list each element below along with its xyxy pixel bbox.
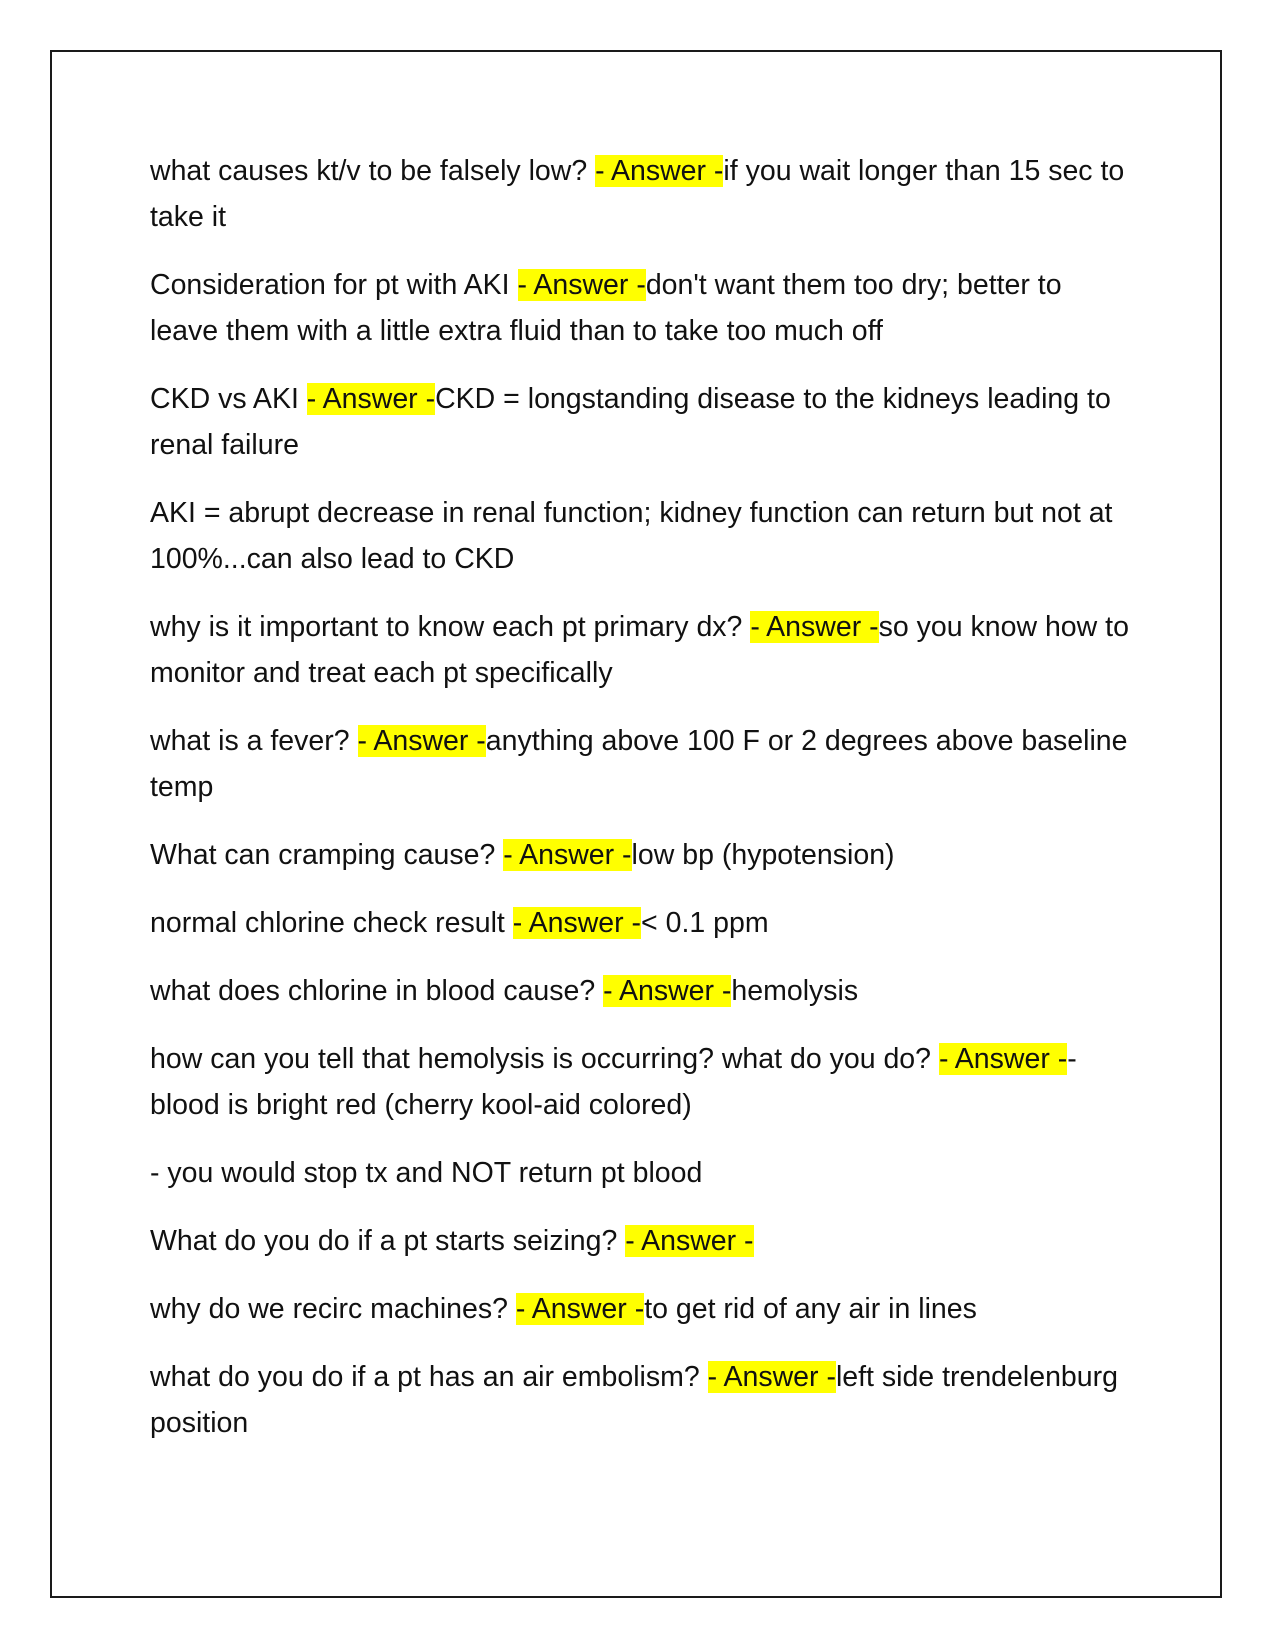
answer-marker: - Answer -	[603, 975, 732, 1007]
qa-item	[150, 968, 1130, 1014]
qa-item	[150, 376, 1130, 468]
qa-item	[150, 832, 1130, 878]
question-text: why is it important to know each pt primary dx?	[150, 611, 751, 643]
qa-item	[150, 718, 1130, 810]
question-text: What can cramping cause?	[150, 839, 504, 871]
question-text: Consideration for pt with AKI	[150, 269, 518, 301]
answer-marker: - Answer -	[625, 1225, 754, 1257]
question-text: what causes kt/v to be falsely low?	[150, 155, 596, 187]
answer-marker: - Answer -	[595, 155, 724, 187]
answer-text: left side trendelenburg position	[150, 1361, 1118, 1439]
answer-marker: - Answer -	[707, 1361, 836, 1393]
question-text: CKD vs AKI	[150, 383, 307, 415]
question-text: how can you tell that hemolysis is occurring? what do you do?	[150, 1043, 939, 1075]
answer-text: low bp (hypotension)	[631, 839, 895, 871]
answer-text: CKD = longstanding disease to the kidneys leading to renal failure	[150, 383, 1111, 461]
continuation-paragraph: AKI = abrupt decrease in renal function; kidney function can return but not at 100%...can also lead to CKD	[150, 497, 1113, 575]
question-text: What do you do if a pt starts seizing?	[150, 1225, 626, 1257]
answer-marker: - Answer -	[750, 611, 879, 643]
answer-text: hemolysis	[731, 975, 859, 1007]
question-text: why do we recirc machines?	[150, 1293, 516, 1325]
question-text: what do you do if a pt has an air embolism?	[150, 1361, 708, 1393]
answer-marker: - Answer -	[938, 1043, 1068, 1075]
answer-text: anything above 100 F or 2 degrees above baseline temp	[150, 725, 1128, 803]
answer-marker: - Answer -	[503, 839, 632, 871]
answer-text: -blood is bright red (cherry kool-aid colored)	[150, 1043, 1077, 1121]
answer-marker: - Answer -	[512, 907, 642, 939]
qa-item	[150, 1354, 1130, 1446]
question-text: normal chlorine check result	[150, 907, 513, 939]
question-text: what does chlorine in blood cause?	[150, 975, 604, 1007]
qa-item	[150, 604, 1130, 696]
qa-item	[150, 262, 1130, 354]
document-body	[150, 148, 1130, 1468]
answer-text: if you wait longer than 15 sec to take it	[150, 155, 1125, 233]
qa-item	[150, 900, 1130, 946]
qa-item	[150, 1286, 1130, 1332]
qa-item	[150, 1036, 1130, 1128]
answer-marker: - Answer -	[515, 1293, 645, 1325]
continuation-paragraph: - you would stop tx and NOT return pt blood	[150, 1157, 703, 1189]
answer-text: so you know how to monitor and treat each pt specifically	[150, 611, 1129, 689]
answer-marker: - Answer -	[306, 383, 436, 415]
qa-item	[150, 148, 1130, 240]
answer-text: don't want them too dry; better to leave them with a little extra fluid than to take too much off	[150, 269, 1062, 347]
answer-text: < 0.1 ppm	[641, 907, 769, 939]
qa-item	[150, 1218, 1130, 1264]
answer-text: to get rid of any air in lines	[644, 1293, 977, 1325]
answer-marker: - Answer -	[357, 725, 486, 757]
answer-marker: - Answer -	[517, 269, 646, 301]
question-text: what is a fever?	[150, 725, 358, 757]
